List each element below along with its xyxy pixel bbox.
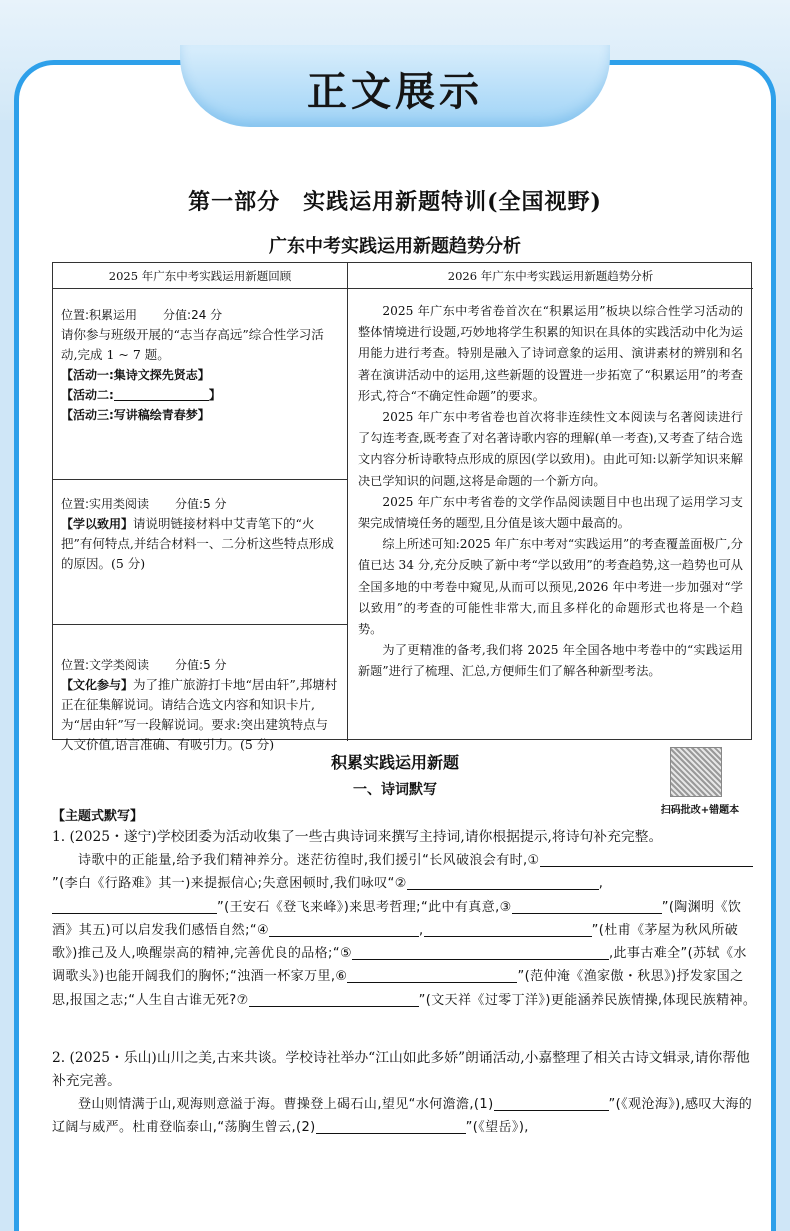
review-cell-1 — [53, 289, 348, 479]
answer-blank[interactable] — [424, 922, 592, 937]
question-stem: 2. (2025・乐山)山川之美,古来共谈。学校诗社举办“江山如此多娇”朗诵活动,小嘉整理了相关古诗文辑录,请你帮他补充完善。 — [52, 1050, 750, 1089]
position-label: 位置:积累运用 — [61, 308, 138, 322]
cell-meta — [61, 655, 339, 675]
analysis-table — [52, 262, 752, 752]
question-body: 诗歌中的正能量,给予我们精神养分。迷茫彷徨时,我们援引“长风破浪会有时,①”(李白《行路难》其一)来提振信心;失意困顿时,我们咏叹“② ,”(王安石《登飞来峰》)来思考哲理;“此中有真意,③ ”(陶渊明《饮酒》其五)可以启发我们感悟自然;“④ , ”(杜甫《茅屋为秋风所破歌》)推己及人,唤醒崇高的精神,完善优良的品格;“⑤ ,此事古难全”(苏轼《水调歌头》)也能开阔我们的胸怀;“浊酒一杯家万里,⑥ ”(范仲淹《渔家傲・秋思》)抒发家国之思,报国之志;“人生自古谁无死?⑦ ”(文天祥《过零丁洋》)更能涵养民族情操,体现民族精神。 — [52, 853, 757, 1008]
trend-paragraph: 为了更精准的备考,我们将 2025 年全国各地中考卷中的“实践运用新题”进行了梳理、汇总,方便师生们了解各种新型考法。 — [358, 643, 743, 679]
question-stem: 1. (2025・遂宁)学校团委为活动收集了一些古典诗词来撰写主持词,请你根据提示,将诗句补充完整。 — [52, 829, 663, 845]
answer-blank[interactable] — [316, 1119, 466, 1134]
answer-blank[interactable] — [665, 852, 753, 867]
answer-blank[interactable] — [467, 945, 609, 960]
activity-3: 【活动三:写讲稿绘青春梦】 — [61, 408, 210, 422]
trend-paragraph: 2025 年广东中考省卷首次在“积累运用”板块以综合性学习活动的整体情境进行设题,巧妙地将学生积累的知识在具体的实践活动中化为运用能力进行考查。特别是融入了诗词意象的运用、演讲素材的辨别和名著在演讲活动中的运用,这些新题的设置进一步拓宽了“积累运用”的考查形式,符合“不确定性命题”的要求。 — [358, 304, 743, 403]
question-type: 【主题式默写】 — [52, 809, 144, 824]
section-title: 第一部分 实践运用新题特训(全国视野) — [188, 189, 602, 215]
activity-2: 【活动二: 】 — [61, 388, 221, 402]
cell-desc: 请你参与班级开展的“志当存高远”综合性学习活动,完成 1 ~ 7 题。 — [61, 327, 324, 362]
answer-blank[interactable] — [540, 852, 665, 867]
table-header-left: 2025 年广东中考实践运用新题回顾 — [53, 263, 348, 289]
trend-paragraph: 2025 年广东中考省卷也首次将非连续性文本阅读与名著阅读进行了勾连考查,既考查了对名著诗歌内容的理解(单一考查),又考查了结合选文内容分析诗歌特点形成的原因(学以致用)。由此可知:以新学知识来解决已学知识的问题,这将是命题的一个新方向。 — [358, 410, 743, 488]
answer-blank[interactable] — [52, 899, 217, 914]
position-label: 位置:文学类阅读 — [61, 658, 150, 672]
qr-caption: 扫码批改+错题本 — [660, 805, 740, 816]
answer-blank[interactable] — [494, 1096, 609, 1111]
review-cell-3 — [53, 624, 348, 752]
subsubsection-title: 一、诗词默写 — [353, 782, 437, 798]
cell-tag: 【文化参与】 — [61, 678, 134, 692]
trend-paragraph: 2025 年广东中考省卷的文学作品阅读题目中也出现了运用学习支架完成情境任务的题型,且分值是该大题中最高的。 — [358, 494, 743, 531]
answer-blank[interactable] — [269, 922, 419, 937]
score-label: 分值:24 分 — [163, 308, 223, 322]
question-2 — [52, 1047, 762, 1140]
trend-analysis — [348, 289, 753, 741]
cell-tag: 【学以致用】 — [61, 517, 134, 531]
table-title: 广东中考实践运用新题趋势分析 — [269, 236, 521, 257]
cell-desc: 【学以致用】请说明链接材料中艾青笔下的“火把”有何特点,并结合材料一、二分析这些特点形成的原因。(5 分) — [61, 516, 334, 571]
answer-blank[interactable] — [347, 968, 517, 983]
trend-paragraph: 综上所述可知:2025 年广东中考对“实践运用”的考查覆盖面极广,分值已达 34 分,充分反映了新中考“学以致用”的考查趋势,这一趋势也可从全国多地的中考卷中窥见,从而可以预见,2026 年中考进一步加强对“学以致用”的考查的可能性非常大,而且多样化的命题形式也将是一个趋势。 — [358, 537, 743, 637]
table-header-right: 2026 年广东中考实践运用新题趋势分析 — [348, 263, 753, 289]
banner-title: 正文展示 — [307, 69, 483, 115]
score-label: 分值:5 分 — [175, 658, 227, 672]
answer-blank[interactable] — [249, 992, 419, 1007]
answer-blank[interactable] — [352, 945, 467, 960]
cell-desc: 【文化参与】为了推广旅游打卡地“居由轩”,邦塘村正在征集解说词。请结合选文内容和知识卡片,为“居由轩”写一段解说词。要求:突出建筑特点与人文价值,语言准确、有吸引力。(5 分) — [61, 677, 338, 752]
question-body: 登山则情满于山,观海则意溢于海。曹操登上碣石山,望见“水何澹澹,(1) ”(《观沧海》),感叹大海的辽阔与威严。杜甫登临泰山,“荡胸生曾云,(2) ”(《望岳》), — [52, 1097, 753, 1136]
blank-line — [114, 387, 209, 401]
answer-blank[interactable] — [512, 899, 662, 914]
cell-meta — [61, 305, 339, 325]
question-1 — [52, 826, 762, 1012]
review-cell-2 — [53, 479, 348, 624]
score-label: 分值:5 分 — [175, 497, 227, 511]
position-label: 位置:实用类阅读 — [61, 497, 150, 511]
answer-blank[interactable] — [407, 875, 599, 890]
cell-meta — [61, 494, 339, 514]
qr-code-icon[interactable] — [670, 747, 722, 797]
subsection-title: 积累实践运用新题 — [330, 753, 459, 772]
activity-1: 【活动一:集诗文探先贤志】 — [61, 368, 210, 382]
